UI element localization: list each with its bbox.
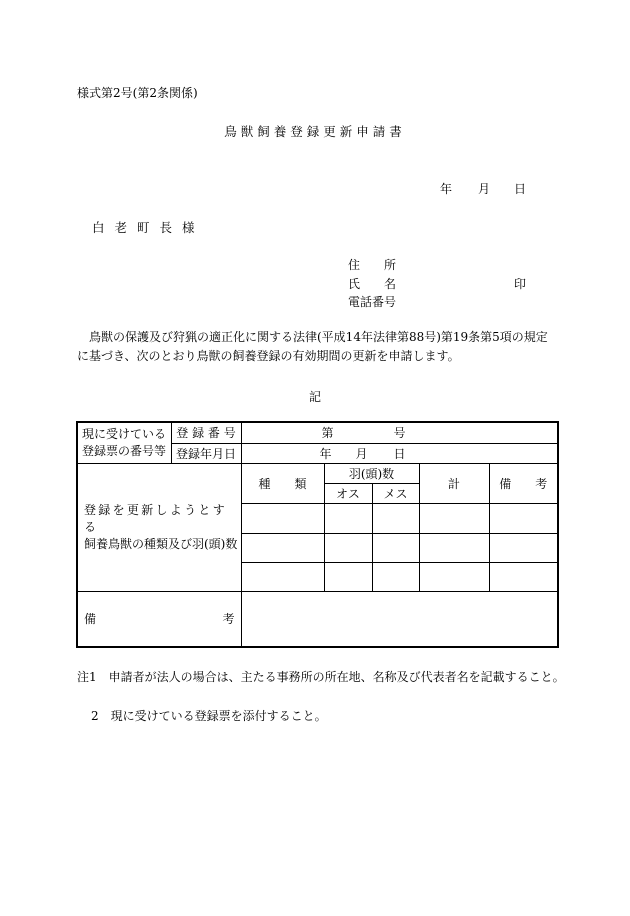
note-2: 2 現に受けている登録票を添付すること。 (91, 709, 327, 723)
male-header: オス (324, 483, 372, 503)
applicant-tel-label: 電話番号 (348, 295, 397, 309)
remarks-label: 備 考 (77, 591, 241, 647)
ki-heading: 記 (308, 390, 321, 404)
reg-date-label: 登録年月日 (171, 443, 241, 463)
count-header: 羽(頭)数 (324, 463, 419, 483)
addressee: 白老町長様 (92, 220, 205, 235)
form-number: 様式第2号(第2条関係) (77, 86, 198, 100)
date-day: 日 (514, 182, 527, 196)
reg-date-cell[interactable] (241, 443, 558, 463)
male-count-cell[interactable] (324, 503, 372, 533)
seal-mark: 印 (514, 277, 527, 291)
female-count-cell[interactable] (372, 533, 419, 562)
reg-number-label: 登 録 番 号 (171, 422, 241, 443)
applicant-address-label: 住 所 (348, 258, 397, 272)
note-1: 注1 申請者が法人の場合は、主たる事務所の所在地、名称及び代表者名を記載すること。 (77, 670, 565, 684)
reg-date-day: 日 (393, 446, 406, 461)
reg-number-cell[interactable] (241, 422, 558, 443)
page-title: 鳥獣飼養登録更新申請書 (224, 124, 406, 139)
species-header: 種 類 (241, 463, 324, 503)
reg-number-suffix: 号 (393, 426, 406, 441)
total-cell[interactable] (419, 562, 489, 591)
reg-date-year: 年 (319, 446, 332, 461)
remarks-cell[interactable] (489, 562, 558, 591)
female-count-cell[interactable] (372, 562, 419, 591)
total-cell[interactable] (419, 503, 489, 533)
remarks-cell[interactable] (489, 533, 558, 562)
update-species-label: 登録を更新しようとする 飼養鳥獣の種類及び羽(頭)数 (77, 463, 241, 591)
remarks-cell[interactable] (489, 503, 558, 533)
male-count-cell[interactable] (324, 562, 372, 591)
applicant-name-label: 氏 名 (348, 277, 397, 291)
female-header: メス (372, 483, 419, 503)
current-registration-label: 現に受けている 登録票の番号等 (77, 422, 171, 463)
reg-number-prefix: 第 (321, 426, 334, 441)
application-statement: 鳥獣の保護及び狩猟の適正化に関する法律(平成14年法律第88号)第19条第5項の規定に基づき、次のとおり鳥獣の飼養登録の有効期間の更新を申請します。 (77, 330, 548, 363)
species-cell[interactable] (241, 562, 324, 591)
registration-table (76, 421, 559, 648)
remarks-header: 備 考 (489, 463, 558, 503)
application-date (440, 180, 526, 197)
date-month: 月 (478, 182, 491, 196)
total-cell[interactable] (419, 533, 489, 562)
date-year: 年 (440, 182, 453, 196)
remarks-input[interactable] (241, 591, 558, 647)
total-header: 計 (419, 463, 489, 503)
male-count-cell[interactable] (324, 533, 372, 562)
species-cell[interactable] (241, 533, 324, 562)
female-count-cell[interactable] (372, 503, 419, 533)
species-cell[interactable] (241, 503, 324, 533)
reg-date-month: 月 (355, 446, 368, 461)
